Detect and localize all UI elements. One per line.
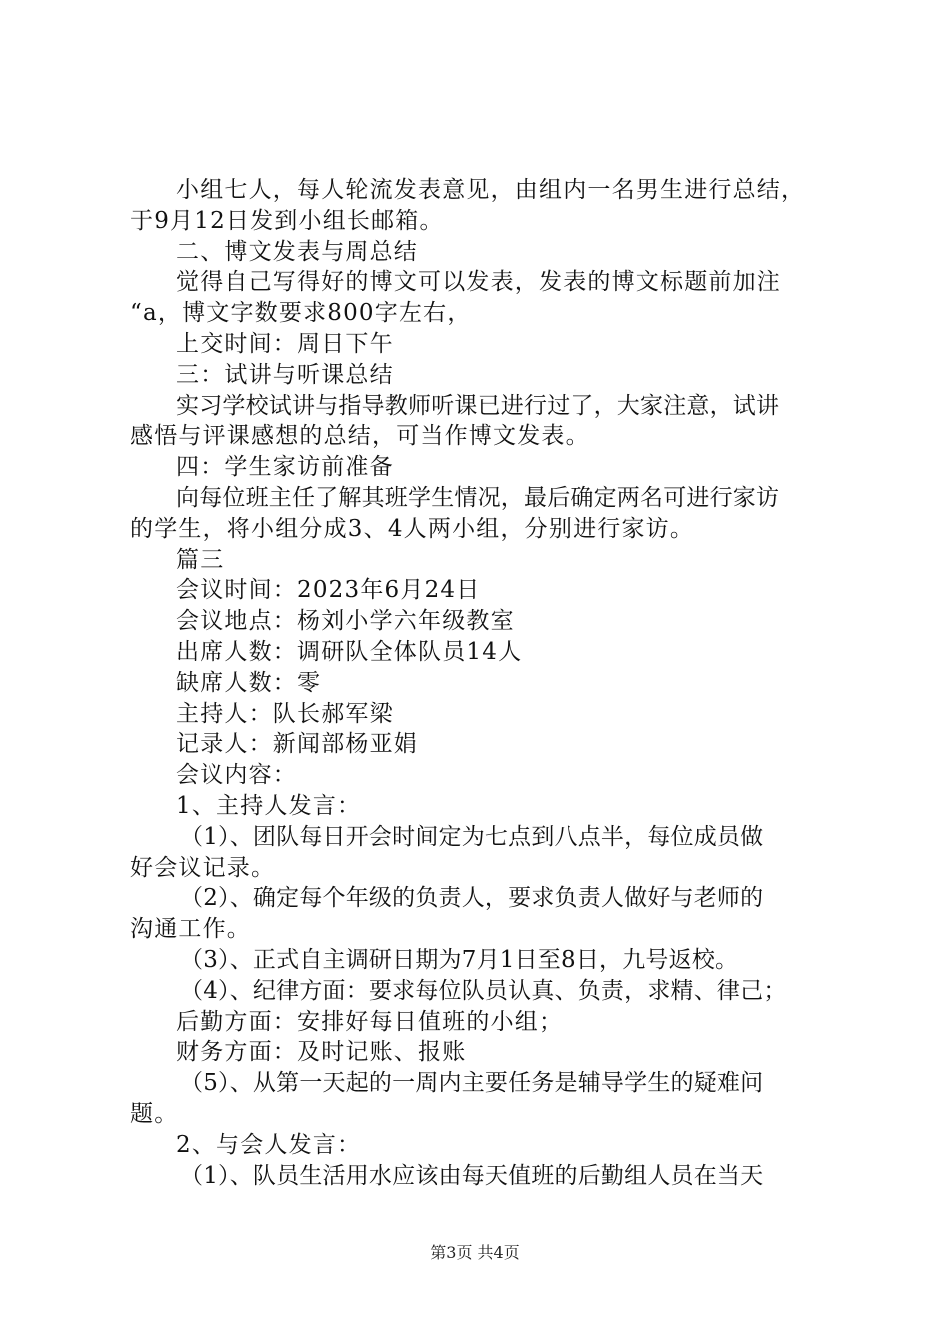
list-item: （1）、团队每日开会时间定为七点到八点半，每位成员做	[180, 823, 764, 850]
text-line: 的学生，将小组分成3、4人两小组，分别进行家访。	[130, 515, 695, 542]
attendees: 出席人数：调研队全体队员14人	[176, 638, 523, 665]
list-item: （3）、正式自主调研日期为7月1日至8日，九号返校。	[180, 946, 739, 973]
host: 主持人：队长郝军梁	[176, 700, 394, 727]
document-body	[130, 175, 835, 1191]
section-heading: 四：学生家访前准备	[176, 454, 394, 481]
text-line: “a，博文字数要求800字左右，	[130, 300, 472, 327]
list-heading: 2、与会人发言：	[176, 1131, 362, 1158]
text-line: 向每位班主任了解其班学生情况，最后确定两名可进行家访	[176, 484, 780, 511]
text-line: 财务方面：及时记账、报账	[176, 1039, 467, 1066]
meeting-content-label: 会议内容：	[176, 762, 297, 789]
text-line: 题。	[130, 1100, 179, 1127]
text-line: 沟通工作。	[130, 916, 251, 943]
text-line: 好会议记录。	[130, 854, 276, 881]
absentees: 缺席人数：零	[176, 669, 322, 696]
list-item: （1）、队员生活用水应该由每天值班的后勤组人员在当天	[180, 1162, 764, 1189]
list-item: （4）、纪律方面：要求每位队员认真、负责，求精、律己；	[180, 977, 787, 1004]
text-line: 于9月12日发到小组长邮箱。	[130, 207, 444, 234]
list-item: （5）、从第一天起的一周内主要任务是辅导学生的疑难问	[180, 1070, 764, 1097]
list-heading: 1、主持人发言：	[176, 792, 362, 819]
section-heading: 三：试讲与听课总结	[176, 361, 394, 388]
text-line: 觉得自己写得好的博文可以发表，发表的博文标题前加注	[176, 269, 781, 296]
page-footer: 第3页 共4页	[430, 1243, 520, 1262]
text-line: 小组七人，每人轮流发表意见，由组内一名男生进行总结，	[176, 177, 806, 203]
recorder: 记录人：新闻部杨亚娟	[176, 731, 418, 758]
text-line: 感悟与评课感想的总结，可当作博文发表。	[130, 423, 590, 450]
text-line: 实习学校试讲与指导教师听课已进行过了，大家注意，试讲	[176, 392, 780, 419]
text-line: 上交时间：周日下午	[176, 330, 394, 357]
section-heading: 篇三	[176, 546, 225, 573]
text-line: 后勤方面：安排好每日值班的小组；	[176, 1008, 564, 1035]
meeting-time: 会议时间：2023年6月24日	[176, 577, 481, 604]
meeting-location: 会议地点：杨刘小学六年级教室	[176, 608, 515, 635]
section-heading: 二、博文发表与周总结	[176, 238, 418, 265]
list-item: （2）、确定每个年级的负责人，要求负责人做好与老师的	[180, 885, 764, 912]
